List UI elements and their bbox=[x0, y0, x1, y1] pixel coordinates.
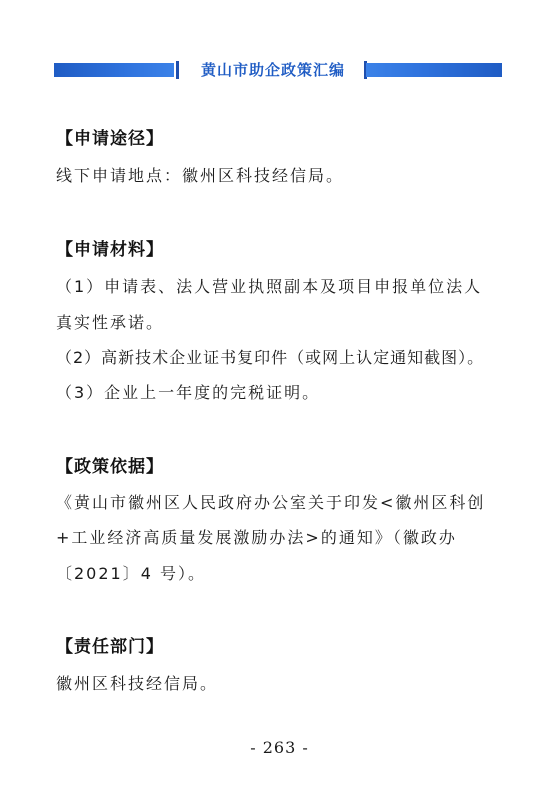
paragraph-line: 《黄山市徽州区人民政府办公室关于印发<徽州区科创 bbox=[56, 493, 486, 512]
paragraph-line: （3）企业上一年度的完税证明。 bbox=[56, 383, 321, 402]
section-heading-responsible-department: 【责任部门】 bbox=[56, 637, 164, 657]
paragraph-line: 徽州区科技经信局。 bbox=[56, 674, 219, 693]
header-banner bbox=[54, 59, 502, 81]
page-number: - 263 - bbox=[250, 738, 309, 757]
paragraph-line: 真实性承诺。 bbox=[56, 313, 165, 332]
paragraph-line: +工业经济高质量发展激励办法>的通知》（徽政办 bbox=[56, 528, 457, 547]
header-title: 黄山市助企政策汇编 bbox=[200, 61, 345, 79]
banner-divider-left bbox=[176, 61, 179, 79]
paragraph-line: （2）高新技术企业证书复印件（或网上认定通知截图）。 bbox=[56, 348, 485, 367]
paragraph-line: （1）申请表、法人营业执照副本及项目申报单位法人 bbox=[56, 277, 483, 296]
banner-bar-left bbox=[54, 63, 174, 77]
banner-bar-right bbox=[366, 63, 502, 77]
paragraph-line: 〔2021〕4 号）。 bbox=[56, 564, 206, 583]
section-heading-application-channel: 【申请途径】 bbox=[56, 129, 164, 149]
paragraph-line: 线下申请地点：徽州区科技经信局。 bbox=[56, 166, 345, 185]
section-heading-application-materials: 【申请材料】 bbox=[56, 240, 164, 260]
section-heading-policy-basis: 【政策依据】 bbox=[56, 457, 164, 477]
